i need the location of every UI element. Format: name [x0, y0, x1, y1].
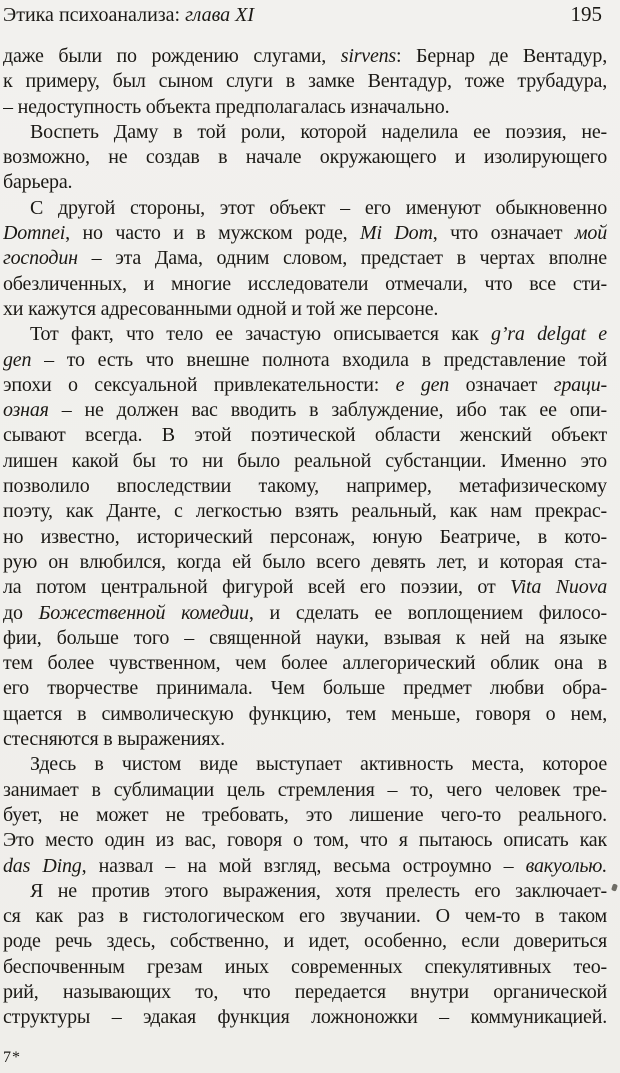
text-line	[3, 803, 607, 828]
italic-run: das Ding	[3, 854, 82, 877]
text-line	[3, 69, 607, 94]
italic-run: господин	[3, 247, 78, 270]
text-line	[3, 44, 607, 69]
text-line	[3, 651, 607, 676]
text-run: Я не против этого выражения, хотя прелесть его заключает-	[30, 879, 607, 902]
text-run: фии, больше того – священной науки, взывая к ней на языке	[3, 626, 607, 649]
text-line	[3, 980, 607, 1005]
text-run: до	[3, 601, 39, 624]
text-line	[3, 373, 607, 398]
text-line	[3, 322, 607, 347]
header-title-chapter: глава XI	[185, 4, 255, 26]
text-line	[3, 752, 607, 777]
text-run: , что означает	[432, 222, 575, 245]
text-line	[3, 955, 607, 980]
text-line	[3, 449, 607, 474]
text-run: – недоступность объекта предполагалась изначально.	[3, 95, 450, 118]
text-run: означает	[449, 373, 554, 396]
text-line	[3, 525, 607, 550]
italic-run: мой	[574, 222, 607, 245]
text-run: С другой стороны, этот объект – его именуют обыкновенно	[30, 196, 607, 219]
italic-run: g’ra delgat e	[491, 323, 607, 346]
text-block	[3, 44, 607, 1031]
text-line	[3, 170, 607, 195]
italic-run: Domnei	[3, 222, 66, 245]
text-run: – то есть что внешне полнота входила в представление той	[31, 348, 607, 371]
text-run: позволило впоследствии такому, например, метафизическому	[3, 475, 607, 498]
text-run: даже были по рождению слугами,	[3, 45, 341, 67]
text-line	[3, 474, 607, 499]
text-run: барьера.	[3, 171, 73, 194]
text-line	[3, 221, 607, 246]
text-run: лишен какой бы то ни было реальной субстанции. Именно это	[3, 449, 607, 472]
text-run: Тот факт, что тело ее зачастую описывается как	[30, 323, 492, 346]
text-run: ла потом центральной фигурой всей его поэзии, от	[3, 576, 511, 599]
text-line	[3, 1005, 607, 1030]
paragraph	[3, 44, 607, 120]
text-run: , но часто и в мужском роде,	[65, 222, 361, 245]
text-run: : Бернар де Вентадур,	[396, 45, 607, 67]
text-run: , и сделать ее воплощением филосо-	[248, 601, 607, 624]
text-run: бует, не может не требовать, это лишение чего-то реального.	[3, 803, 607, 826]
scan-speck	[611, 883, 618, 891]
text-line	[3, 879, 607, 904]
italic-run: Vita Nuova	[510, 576, 607, 599]
text-run: стесняются в выражениях.	[3, 728, 225, 751]
text-run: поэту, как Данте, с легкостью взять реальный, как нам прекрас-	[3, 500, 607, 523]
text-run: Воспеть Даму в той роли, которой наделила ее поэзия, не-	[30, 120, 607, 143]
text-line	[3, 272, 607, 297]
text-run: занимает в сублимации цель стремления – то, чего человек тре-	[3, 778, 607, 801]
text-line	[3, 828, 607, 853]
signature-mark: 7*	[3, 1049, 21, 1066]
text-line	[3, 727, 607, 752]
text-run: его творчестве принимала. Чем больше предмет любви обра-	[3, 677, 607, 700]
text-line	[3, 297, 607, 322]
paragraph	[3, 752, 607, 878]
paragraph	[3, 879, 607, 1031]
text-line	[3, 348, 607, 373]
text-line	[3, 145, 607, 170]
text-run: Здесь в чистом виде выступает активность места, которое	[30, 753, 607, 776]
text-run: – эта Дама, одним словом, предстает в чертах вполне	[77, 247, 607, 270]
text-line	[3, 196, 607, 221]
text-run: щается в символическую функцию, тем меньше, говоря о нем,	[3, 702, 607, 725]
text-line	[3, 601, 607, 626]
paragraph	[3, 196, 607, 322]
text-line	[3, 423, 607, 448]
text-run: к примеру, был сыном слуги в замке Вентадур, тоже трубадура,	[3, 70, 607, 93]
text-run: ся как раз в гистологическом его звучании. О чем-то в таком	[3, 905, 607, 928]
text-line	[3, 95, 607, 120]
text-line	[3, 398, 607, 423]
text-run: сывают всегда. В этой поэтической области женский объект	[3, 424, 607, 447]
text-run: – не должен вас вводить в заблуждение, ибо так ее опи-	[48, 399, 607, 422]
italic-run: граци-	[553, 373, 607, 396]
text-line	[3, 120, 607, 145]
text-run: беспочвенным грезам иных современных спекулятивных тео-	[3, 955, 607, 978]
text-run: обезличенных, и многие исследователи отмечали, что все сти-	[3, 272, 607, 295]
italic-run: Mi Dom	[360, 222, 433, 245]
page-number: 195	[570, 2, 602, 26]
text-run: но известно, исторический персонаж, юную Беатриче, в кото-	[3, 525, 607, 548]
text-run: тем более чувственном, чем более аллегорический облик она в	[3, 652, 607, 675]
text-run: рий, называющих то, что передается внутри органической	[3, 980, 607, 1003]
text-run: возможно, не создав в начале окружающего и изолирующего	[3, 146, 607, 169]
text-run: рую он влюбился, когда ей было всего девять лет, и которая ста-	[3, 550, 607, 573]
text-line	[3, 904, 607, 929]
text-line	[3, 676, 607, 701]
italic-run: озная	[3, 399, 49, 422]
text-line	[3, 626, 607, 651]
header-title	[3, 3, 254, 27]
text-line	[3, 575, 607, 600]
text-line	[3, 499, 607, 524]
text-line	[3, 929, 607, 954]
paragraph	[3, 322, 607, 752]
text-run: структуры – эдакая функция ложноножки – коммуникацией.	[3, 1006, 607, 1029]
text-line	[3, 246, 607, 271]
italic-run: Божественной комедии	[38, 601, 249, 624]
text-line	[3, 702, 607, 727]
text-run: , назвал – на мой взгляд, весьма остроумно –	[81, 854, 526, 877]
running-header	[3, 2, 602, 27]
text-line	[3, 854, 607, 879]
italic-run: вакуолью.	[525, 854, 607, 877]
text-run: эпохи о сексуальной привлекательности:	[3, 373, 396, 396]
italic-run: gen	[3, 348, 32, 371]
text-run: хи кажутся адресованными одной и той же персоне.	[3, 297, 439, 320]
text-run: роде речь здесь, собственно, и идет, особенно, если довериться	[3, 930, 607, 953]
text-run: Это место один из вас, говоря о том, что я пытаюсь описать как	[3, 829, 607, 852]
italic-run: sirvens	[340, 45, 397, 67]
text-line	[3, 778, 607, 803]
text-line	[3, 550, 607, 575]
header-title-regular: Этика психоанализа:	[3, 4, 186, 26]
paragraph	[3, 120, 607, 196]
italic-run: e gen	[395, 373, 450, 396]
